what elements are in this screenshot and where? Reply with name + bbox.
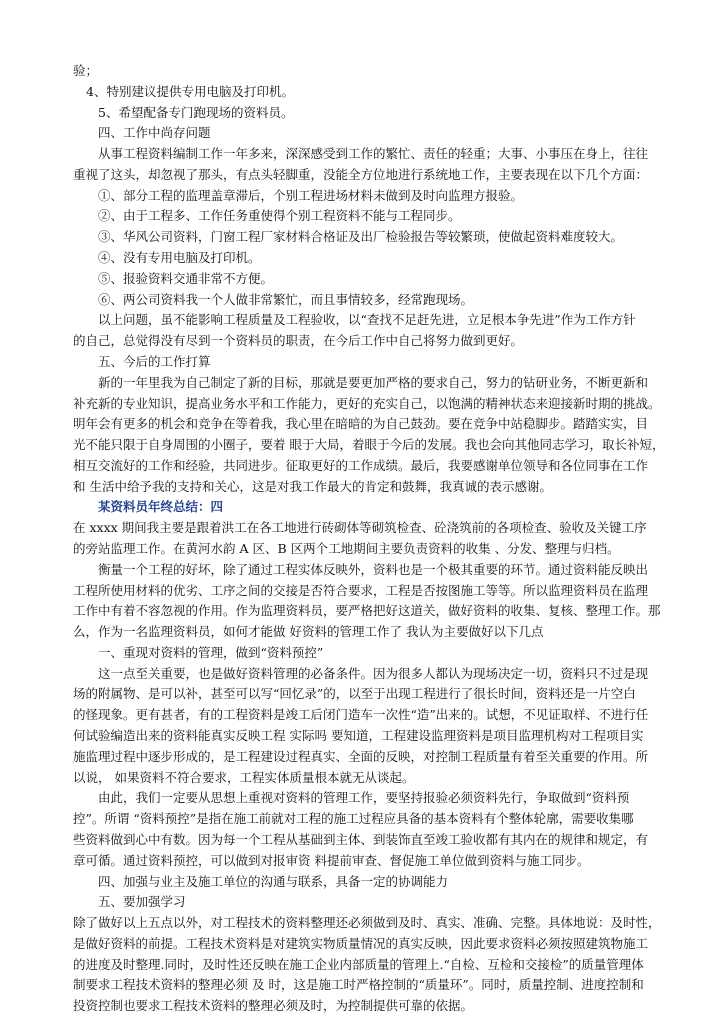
text-line: 重视了这头，却忽视了那头，有点头轻脚重，没能全方位地进行系统地工作，主要表现在以下几个方面： [73,167,649,182]
list-item: ⑤、报验资料交通非常不方便。 [98,271,274,286]
text-line: 么，作为一名监理资料员，如何才能做 好资料的管理工作了 我认为主要做好以下几点 [73,624,544,639]
text-line: 以上问题，虽不能影响工程质量及工程验收，以“查找不足赶先进，立足根本争先进”作为工作方针 [98,312,636,327]
text-line: 光不能只限于自身周围的小圈子，要着 眼于大局，着眼于今后的发展。我也会向其他同志学习，取长补短， [73,437,665,452]
text-line: 在 xxxx 期间我主要是跟着洪工在各工地进行砖砌体等砌筑检查、砼浇筑前的各项检查、验收及关键工序 [73,520,647,535]
text-line: 从事工程资料编制工作一年多来，深深感受到工作的繁忙、责任的轻重；大事、小事压在身上，往往 [98,146,649,161]
text-line: 工程所使用材料的优劣、工序之间的交接是否符合要求，工程是否按图施工等等。所以监理资料员在监理 [73,583,649,598]
text-line: 这一点至关重要，也是做好资料管理的必备条件。因为很多人都认为现场决定一切，资料只不过是现 [98,666,649,681]
section-heading: 四、加强与业主及施工单位的沟通与联系，具备一定的协调能力 [98,874,449,889]
text-line: 新的一年里我为自己制定了新的目标，那就是要更加严格的要求自己，努力的钻研业务，不断更新和 [98,375,649,390]
text-line: 5、希望配备专门跑现场的资料员。 [98,105,294,120]
text-line: 的进度及时整理.同时，及时性还反映在施工企业内部质量的管理上.“自检、互检和交接检”的质量管理体 [73,957,644,972]
section-heading: 五、要加强学习 [98,894,186,909]
text-line: 验； [73,63,99,78]
text-line: 和 生活中给予我的支持和关心，这是对我工作最大的肯定和鼓舞，我真诚的表示感谢。 [73,479,552,494]
section-heading: 五、今后的工作打算 [98,354,211,369]
text-line: 4、特别建议提供专用电脑及打印机。 [86,84,294,99]
text-line: 补充新的专业知识，提高业务水平和工作能力，更好的充实自己，以饱满的精神状态来迎接新时期的挑战。 [73,396,661,411]
text-line: 投资控制也要求工程技术资料的整理必须及时，为控制提供可靠的依据。 [73,998,474,1013]
text-line: 是做好资料的前提。工程技术资料是对建筑实物质量情况的真实反映，因此要求资料必须按照建筑物施工 [73,936,649,951]
document-title: 某资料员年终总结：四 [98,499,224,514]
text-line: 场的附属物、是可以补，甚至可以写“回忆录”的，以至于出现工程进行了很长时间，资料还是一片空白 [73,686,636,701]
text-line: 明年会有更多的机会和竞争在等着我，我心里在暗暗的为自己鼓劲。要在竞争中站稳脚步。踏踏实实，目 [73,416,649,431]
text-line: 除了做好以上五点以外，对工程技术的资料整理还必须做到及时、真实、准确、完整。具体地说：及时性， [73,915,661,930]
text-line: 何试验编造出来的资料能真实反映工程 实际吗 要知道，工程建设监理资料是项目监理机构对工程项目实 [73,728,644,743]
text-line: 制要求工程技术资料的整理必须 及 时，这是施工时严格控制的“质量环”。同时，质量控制、进度控制和 [73,977,644,992]
text-line: 章可循。通过资料预控，可以做到对报审资 料提前审查、督促施工单位做到资料与施工同步。 [73,853,590,868]
text-line: 的旁站监理工作。在黄河水韵 A 区、B 区两个工地期间主要负责资料的收集 、分发、整理与归档。 [73,541,620,556]
list-item: ④、没有专用电脑及打印机。 [98,250,261,265]
text-line: 施监理过程中逐步形成的，是工程建设过程真实、全面的反映，对控制工程质量有着至关重要的作用。所 [73,749,649,764]
list-item: ①、部分工程的监理盖章滞后，个别工程进场材料未做到及时向监理方报验。 [98,188,524,203]
list-item: ③、华风公司资料，门窗工程厂家材料合格证及出厂检验报告等较繁琐，使做起资料难度较大。 [98,229,624,244]
text-line: 以说， 如果资料不符合要求，工程实体质量根本就无从谈起。 [73,770,415,785]
text-line: 相互交流好的工作和经验，共同进步。征取更好的工作成绩。最后，我要感谢单位领导和各位同事在工作 [73,458,649,473]
section-heading: 四、工作中尚存问题 [98,125,211,140]
text-line: 的自己，总觉得没有尽到一个资料员的职责，在今后工作中自己将努力做到更好。 [73,333,524,348]
list-item: ②、由于工程多、工作任务重使得个别工程资料不能与工程同步。 [98,208,461,223]
section-heading: 一、重现对资料的管理，做到“资料预控” [98,645,324,660]
text-line: 衡量一个工程的好坏，除了通过工程实体反映外，资料也是一个极其重要的环节。通过资料能反映出 [98,562,649,577]
list-item: ⑥、两公司资料我一个人做非常繁忙，而且事情较多，经常跑现场。 [98,292,474,307]
text-line: 工作中有着不容忽视的作用。作为监理资料员，要严格把好这道关，做好资料的收集、复核、整理工作。那 [73,603,661,618]
text-line: 些资料做到心中有数。因为每一个工程从基础到主体、到装饰直至竣工验收都有其内在的规律和规定，有 [73,832,649,847]
text-line: 由此，我们一定要从思想上重视对资料的管理工作，要坚持报验必须资料先行，争取做到“资料预 [98,790,630,805]
text-line: 控”。所谓 “资料预控”是指在施工前就对工程的施工过程应具备的基本资料有个整体轮廓，需要收集哪 [73,811,634,826]
text-line: 的怪现象。更有甚者，有的工程资料是竣工后闭门造车一次性“造”出来的。试想，不见证取样、不进行任 [73,707,649,722]
